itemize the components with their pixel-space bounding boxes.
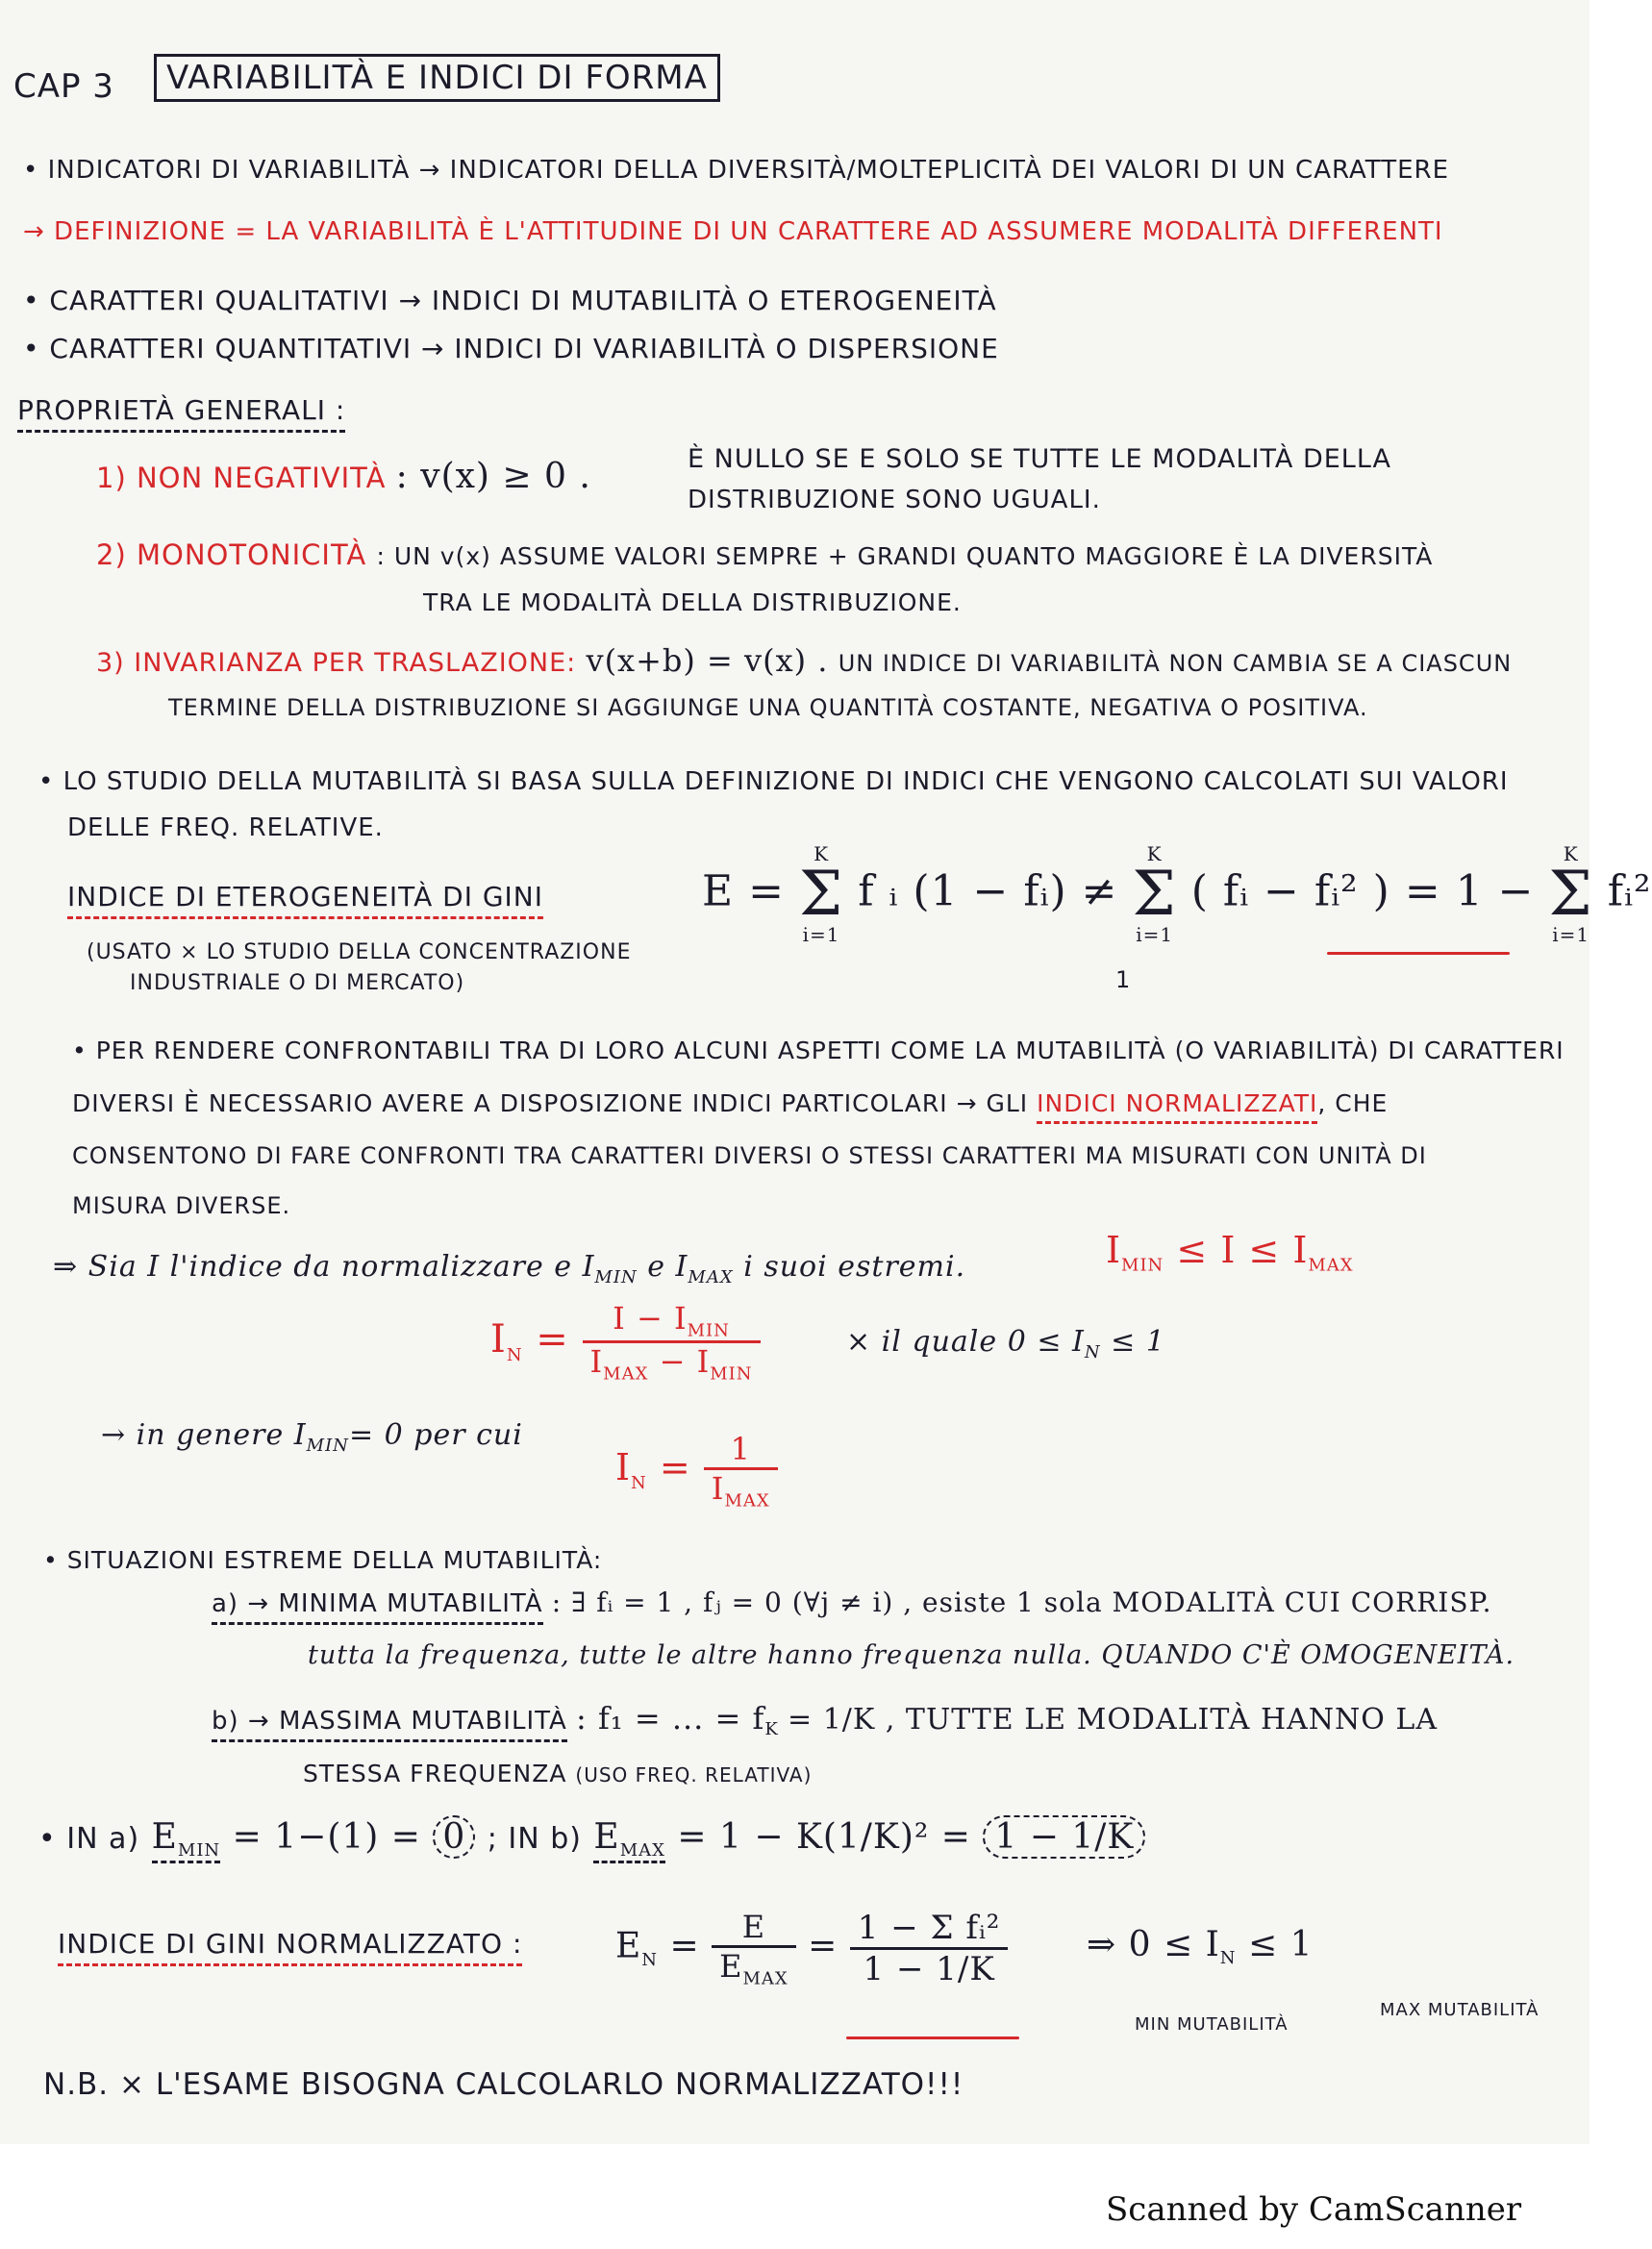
minima-text: tutta la frequenza, tutte le altre hanno frequenza nulla. QUANDO C'È OMOGENEITÀ. <box>308 1640 1515 1670</box>
IN-eq: = <box>536 1316 569 1362</box>
gini-note-2: INDUSTRIALE O DI MERCATO) <box>130 971 465 995</box>
normalizzati-line-2c: , CHE <box>1317 1089 1389 1117</box>
gini-normalizzato-formula <box>615 1909 1008 1988</box>
property-3-text2: TERMINE DELLA DISTRIBUZIONE SI AGGIUNGE UNA QUANTITÀ COSTANTE, NEGATIVA O POSITIVA. <box>168 694 1368 721</box>
normalizzati-line-2a: DIVERSI È NECESSARIO AVERE A DISPOSIZIONE INDICI PARTICOLARI → GLI <box>72 1089 1029 1117</box>
circled-one: 1 <box>1115 966 1132 993</box>
normalizzati-line-4: MISURA DIVERSE. <box>72 1192 291 1219</box>
massima-formula: : f₁ = ... = f <box>576 1700 765 1737</box>
emax-eq: = 1 − K(1/K)² = <box>677 1817 971 1857</box>
definizione-line: → DEFINIZIONE = LA VARIABILITÀ È L'ATTITUDINE DI UN CARATTERE AD ASSUMERE MODALITÀ DIFFERENTI <box>23 217 1443 246</box>
range-i: I <box>1106 1229 1122 1271</box>
EN-frac1-num: E <box>712 1909 796 1948</box>
EN-fraction-1 <box>712 1909 796 1988</box>
il-quale-end: ≤ 1 <box>1111 1325 1165 1359</box>
emin-e: E <box>151 1817 178 1857</box>
formula-part-2: ( fᵢ − fᵢ² ) <box>1190 866 1390 916</box>
sia-min: MIN <box>594 1267 638 1287</box>
emin-value: 0 <box>433 1815 475 1859</box>
scanner-footer: Scanned by CamScanner <box>1106 2190 1522 2229</box>
formula-E: E = <box>702 866 785 916</box>
formula-neq: ≠ <box>1081 866 1118 916</box>
EN-eq: = <box>669 1926 700 1966</box>
EN-frac1-den <box>712 1948 796 1988</box>
IN2-denominator <box>704 1470 778 1511</box>
bounds-text: ⇒ 0 ≤ I <box>1087 1925 1220 1964</box>
formula-eq: = 1 − <box>1404 866 1535 916</box>
sum-3-bottom: i=1 <box>1552 923 1590 946</box>
sum-1-bottom: i=1 <box>802 923 840 946</box>
property-1-text2: DISTRIBUZIONE SONO UGUALI. <box>688 486 1101 514</box>
property-2 <box>96 538 1433 571</box>
massima-sub-k: K <box>764 1719 779 1740</box>
emin-emax-line <box>38 1817 1145 1861</box>
minima-mutabilita <box>212 1587 1492 1618</box>
range-max-sub: MAX <box>1308 1255 1354 1276</box>
IN-den-text: I <box>589 1343 604 1381</box>
emin <box>152 1817 221 1863</box>
bounds-sub: N <box>1219 1948 1237 1969</box>
min-mutabilita-note: MIN MUTABILITÀ <box>1135 2014 1289 2035</box>
EN-frac2-den: 1 − 1/K <box>863 1950 995 1989</box>
massima-label: b) → MASSIMA MUTABILITÀ <box>212 1707 567 1742</box>
gini-norm-bounds <box>1087 1925 1314 1968</box>
formula-part-3: fᵢ² <box>1607 866 1652 916</box>
IN2-sub: N <box>631 1472 647 1493</box>
in-b: ; IN b) <box>487 1822 582 1856</box>
EN-frac1-den-e: E <box>719 1948 743 1985</box>
formula-red-underline <box>1327 952 1510 955</box>
emax-sub: MAX <box>619 1840 665 1862</box>
in-genere-text: → in genere I <box>101 1418 307 1452</box>
mutabilita-line-1: • LO STUDIO DELLA MUTABILITÀ SI BASA SULLA DEFINIZIONE DI INDICI CHE VENGONO CALCOLATI SUI VALORI <box>38 767 1509 796</box>
sum-2-bottom: i=1 <box>1136 923 1174 946</box>
chapter-title: VARIABILITÀ E INDICI DI FORMA <box>154 54 720 102</box>
emin-sub: MIN <box>177 1840 221 1862</box>
IN2-den-text: I <box>711 1470 725 1507</box>
sum-3-top: K <box>1563 842 1579 865</box>
in-a: • IN a) <box>38 1822 140 1856</box>
massima-text <box>303 1760 812 1787</box>
minima-label: a) → MINIMA MUTABILITÀ <box>212 1589 543 1625</box>
property-2-text: : UN v(x) ASSUME VALORI SEMPRE + GRANDI QUANTO MAGGIORE È LA DIVERSITÀ <box>376 542 1434 570</box>
IN-fraction <box>583 1300 761 1385</box>
property-3-label: 3) INVARIANZA PER TRASLAZIONE: <box>96 648 577 678</box>
sum-1: K Σ i=1 <box>798 842 844 946</box>
emax <box>593 1817 665 1863</box>
property-1-label: 1) NON NEGATIVITÀ <box>96 462 387 494</box>
sum-2: K Σ i=1 <box>1132 842 1177 946</box>
sia-end: i suoi estremi. <box>743 1250 966 1284</box>
il-quale-line <box>846 1325 1165 1362</box>
IN2-numerator: 1 <box>704 1431 778 1470</box>
IN-den-mid: − I <box>648 1343 711 1381</box>
property-3-formula: v(x+b) = v(x) . <box>586 642 829 679</box>
max-mutabilita-note: MAX MUTABILITÀ <box>1380 2000 1539 2020</box>
chapter-label: CAP 3 <box>13 67 114 106</box>
property-3 <box>96 642 1512 679</box>
emax-value: 1 − 1/K <box>983 1815 1145 1859</box>
IN-simplified <box>615 1431 778 1511</box>
EN-sub: N <box>641 1949 659 1970</box>
IN-sub: N <box>506 1344 523 1365</box>
il-quale-text: × il quale 0 ≤ I <box>846 1325 1085 1359</box>
proprieta-heading: PROPRIETÀ GENERALI : <box>17 394 345 433</box>
EN-fraction-2 <box>850 1909 1009 1988</box>
formula-part-1: f ᵢ (1 − fᵢ) <box>858 866 1067 916</box>
property-1 <box>96 457 591 496</box>
qualitativi-line: • CARATTERI QUALITATIVI → INDICI DI MUTABILITÀ O ETEROGENEITÀ <box>23 285 997 316</box>
normalizzati-line-1: • PER RENDERE CONFRONTABILI TRA DI LORO ALCUNI ASPETTI COME LA MUTABILITÀ (O VARIABILITÀ) DI CARATTERI <box>72 1037 1564 1064</box>
sum-1-top: K <box>813 842 830 865</box>
quantitativi-line: • CARATTERI QUANTITATIVI → INDICI DI VARIABILITÀ O DISPERSIONE <box>23 333 999 364</box>
property-3-text: UN INDICE DI VARIABILITÀ NON CAMBIA SE A CIASCUN <box>838 650 1513 677</box>
bounds-end: ≤ 1 <box>1248 1925 1314 1964</box>
sum-3: K Σ i=1 <box>1548 842 1593 946</box>
indicatori-line: • INDICATORI DI VARIABILITÀ → INDICATORI DELLA DIVERSITÀ/MOLTEPLICITÀ DEI VALORI DI UN CARATTERE <box>23 156 1450 185</box>
sia-e: e I <box>647 1250 688 1284</box>
range-min-sub: MIN <box>1121 1255 1164 1276</box>
IN-num-sub: MIN <box>687 1320 730 1341</box>
property-2-text2: TRA LE MODALITÀ DELLA DISTRIBUZIONE. <box>423 588 962 616</box>
gini-norm-red-underline <box>846 2037 1019 2039</box>
property-2-label: 2) MONOTONICITÀ <box>96 538 367 571</box>
sia-line <box>53 1250 965 1287</box>
in-genere-end: = 0 per cui <box>348 1418 523 1452</box>
IN-label: I <box>490 1316 507 1362</box>
massima-formula-end: = 1/K , TUTTE LE MODALITÀ HANNO LA <box>788 1703 1439 1737</box>
IN-numerator <box>583 1300 761 1343</box>
massima-mutabilita <box>212 1700 1438 1739</box>
il-quale-sub: N <box>1084 1342 1101 1362</box>
estreme-heading: • SITUAZIONI ESTREME DELLA MUTABILITÀ: <box>43 1546 603 1574</box>
EN-eq2: = <box>808 1926 839 1966</box>
indici-normalizzati-label: INDICI NORMALIZZATI <box>1037 1089 1317 1124</box>
EN-frac1-den-sub: MAX <box>742 1968 788 1989</box>
IN2-fraction <box>704 1431 778 1511</box>
IN-den-sub1: MAX <box>603 1363 649 1385</box>
nota-bene: N.B. × L'ESAME BISOGNA CALCOLARLO NORMALIZZATO!!! <box>43 2067 964 2102</box>
gini-normalizzato-label: INDICE DI GINI NORMALIZZATO : <box>58 1928 522 1966</box>
minima-formula: : ∃ fᵢ = 1 , fⱼ = 0 (∀j ≠ i) , esiste 1 sola MODALITÀ CUI CORRISP. <box>551 1587 1492 1618</box>
sia-text: ⇒ Sia I l'indice da normalizzare e I <box>53 1250 595 1284</box>
normalizzati-line-3: CONSENTONO DI FARE CONFRONTI TRA CARATTERI DIVERSI O STESSI CARATTERI MA MISURATI CON UNITÀ DI <box>72 1142 1427 1169</box>
emin-eq: = 1−(1) = <box>232 1817 421 1857</box>
stessa-frequenza: STESSA FREQUENZA <box>303 1760 567 1787</box>
sia-max: MAX <box>688 1267 734 1287</box>
property-1-text: È NULLO SE E SOLO SE TUTTE LE MODALITÀ DELLA <box>688 444 1391 474</box>
EN-frac2-num: 1 − Σ fᵢ² <box>850 1909 1009 1950</box>
IN-formula <box>490 1300 761 1385</box>
in-genere-line <box>101 1418 523 1456</box>
range-inequality <box>1106 1229 1354 1276</box>
gini-formula <box>702 844 1652 944</box>
property-1-formula: : v(x) ≥ 0 . <box>395 457 591 496</box>
IN2-eq: = <box>659 1446 691 1489</box>
uso-freq-relativa: (USO FREQ. RELATIVA) <box>575 1763 813 1787</box>
IN2-den-sub: MAX <box>724 1490 770 1512</box>
emax-e: E <box>593 1817 620 1857</box>
normalizzati-line-2 <box>72 1089 1388 1117</box>
in-genere-sub: MIN <box>306 1436 349 1456</box>
IN-den-sub2: MIN <box>710 1363 753 1385</box>
mutabilita-line-2: DELLE FREQ. RELATIVE. <box>67 813 384 842</box>
IN-num-text: I − I <box>613 1300 688 1337</box>
gini-index-label: INDICE DI ETEROGENEITÀ DI GINI <box>67 881 543 919</box>
IN2-label: I <box>615 1446 632 1489</box>
EN-e: E <box>615 1926 642 1966</box>
IN-denominator <box>583 1343 761 1384</box>
range-mid: ≤ I ≤ I <box>1176 1229 1309 1271</box>
sum-2-top: K <box>1146 842 1163 865</box>
gini-note-1: (USATO × LO STUDIO DELLA CONCENTRAZIONE <box>87 940 632 964</box>
